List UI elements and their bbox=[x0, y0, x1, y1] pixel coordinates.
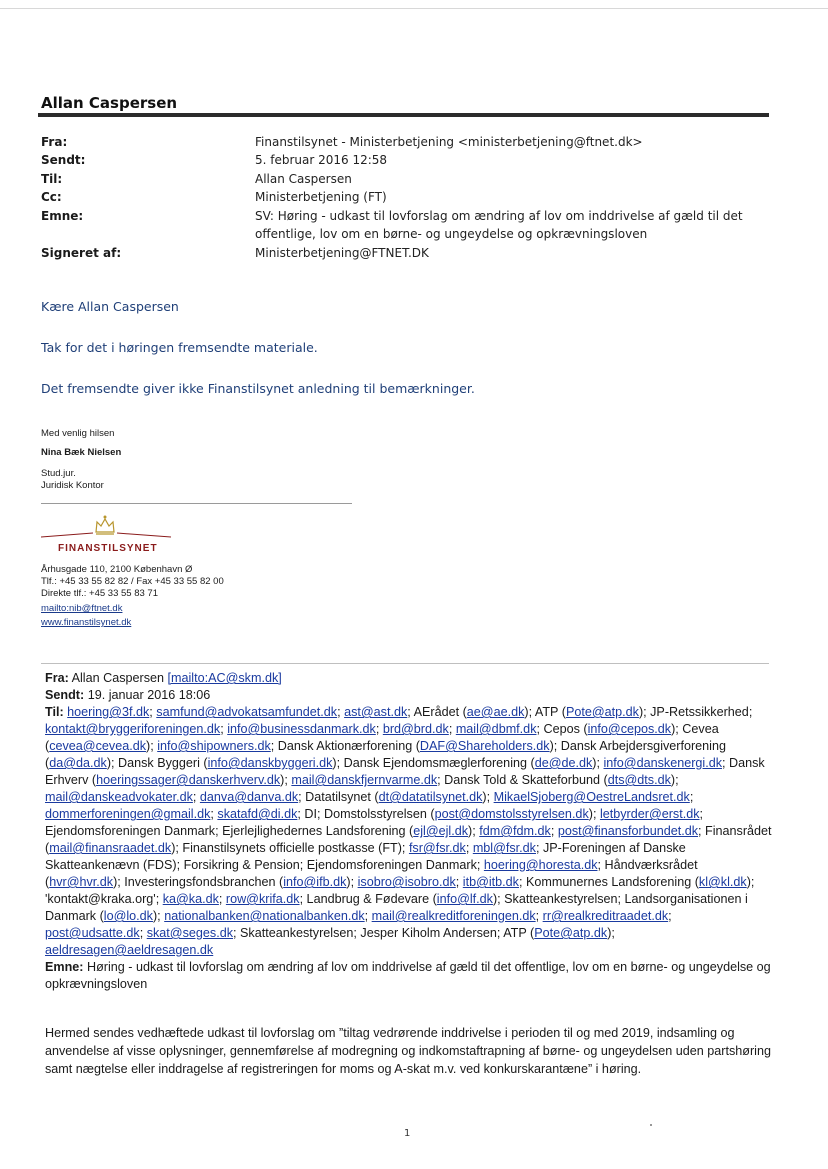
forwarded-from-name: Allan Caspersen bbox=[71, 671, 165, 685]
recipient-email-link[interactable]: lo@lo.dk bbox=[103, 909, 153, 923]
header-value: Finanstilsynet - Ministerbetjening <ministerbetjening@ftnet.dk> bbox=[255, 135, 643, 149]
recipient-email-link[interactable]: samfund@advokatsamfundet.dk bbox=[156, 705, 338, 719]
recipient-email-link[interactable]: mail@danskfjernvarme.dk bbox=[291, 773, 438, 787]
recipient-email-link[interactable]: cevea@cevea.dk bbox=[49, 739, 146, 753]
recipient-email-link[interactable]: kl@kl.dk bbox=[698, 875, 747, 889]
recipient-email-link[interactable]: hoering@3f.dk bbox=[67, 705, 150, 719]
recipient-email-link[interactable]: ka@ka.dk bbox=[162, 892, 219, 906]
recipient-email-link[interactable]: fsr@fsr.dk bbox=[408, 841, 466, 855]
scan-speck bbox=[650, 1124, 652, 1126]
recipient-email-link[interactable]: mail@danskeadvokater.dk bbox=[45, 790, 193, 804]
signature-title-2: Juridisk Kontor bbox=[41, 480, 104, 491]
header-value: Ministerbetjening (FT) bbox=[255, 190, 387, 204]
forwarded-from-label: Fra: bbox=[45, 671, 69, 685]
phone: Tlf.: +45 33 55 82 82 / Fax +45 33 55 82 00 bbox=[41, 576, 224, 587]
recipient-email-link[interactable]: info@shipowners.dk bbox=[157, 739, 271, 753]
forwarded-sent bbox=[45, 687, 773, 704]
recipient-email-link[interactable]: fdm@fdm.dk bbox=[479, 824, 551, 838]
recipient-email-link[interactable]: danva@danva.dk bbox=[199, 790, 299, 804]
signature-closing: Med venlig hilsen bbox=[41, 428, 115, 439]
recipient-email-link[interactable]: de@de.dk bbox=[534, 756, 593, 770]
recipient-email-link[interactable]: info@lf.dk bbox=[436, 892, 493, 906]
message-line-1: Tak for det i høringen fremsendte materiale. bbox=[41, 340, 318, 355]
header-value: Ministerbetjening@FTNET.DK bbox=[255, 246, 429, 260]
recipient-email-link[interactable]: itb@itb.dk bbox=[462, 875, 519, 889]
signature-title-1: Stud.jur. bbox=[41, 468, 76, 479]
recipient-email-link[interactable]: da@da.dk bbox=[49, 756, 107, 770]
forward-divider bbox=[41, 663, 769, 664]
recipient-email-link[interactable]: ast@ast.dk bbox=[344, 705, 408, 719]
message-line-2: Det fremsendte giver ikke Finanstilsynet anledning til bemærkninger. bbox=[41, 381, 475, 396]
recipient-email-link[interactable]: mail@dbmf.dk bbox=[455, 722, 537, 736]
forwarded-subject-value: Høring - udkast til lovforslag om ændring af lov om inddrivelse af gæld til det offentlige, lov om en børne- og ungeydelse og opkrævningsloven bbox=[45, 960, 771, 991]
forwarded-from-link[interactable]: [mailto:AC@skm.dk] bbox=[167, 671, 282, 685]
page-number: 1 bbox=[404, 1128, 411, 1139]
recipient-email-link[interactable]: kontakt@bryggeriforeningen.dk bbox=[45, 722, 221, 736]
recipient-email-link[interactable]: skat@seges.dk bbox=[146, 926, 233, 940]
recipient-email-link[interactable]: skatafd@di.dk bbox=[217, 807, 298, 821]
signature-rule bbox=[41, 503, 352, 504]
recipient-email-link[interactable]: Pote@atp.dk bbox=[565, 705, 639, 719]
mailto-link[interactable]: mailto:nib@ftnet.dk bbox=[41, 603, 123, 614]
forwarded-header bbox=[45, 670, 773, 993]
recipient-email-link[interactable]: post@udsatte.dk bbox=[45, 926, 140, 940]
recipient-email-link[interactable]: MikaelSjoberg@OestreLandsret.dk bbox=[493, 790, 690, 804]
forwarded-sent-label: Sendt: bbox=[45, 688, 85, 702]
header-label: Fra: bbox=[41, 135, 68, 149]
recipient-email-link[interactable]: Pote@atp.dk bbox=[534, 926, 608, 940]
header-label: Cc: bbox=[41, 190, 62, 204]
page-top-edge bbox=[0, 8, 828, 9]
recipient-email-link[interactable]: isobro@isobro.dk bbox=[357, 875, 456, 889]
recipient-email-link[interactable]: dommerforeningen@gmail.dk bbox=[45, 807, 211, 821]
forwarded-subject bbox=[45, 959, 773, 993]
recipient-email-link[interactable]: row@krifa.dk bbox=[225, 892, 300, 906]
recipient-email-link[interactable]: mail@realkreditforeningen.dk bbox=[371, 909, 536, 923]
forwarded-sent-value: 19. januar 2016 18:06 bbox=[87, 688, 211, 702]
website-link[interactable]: www.finanstilsynet.dk bbox=[41, 617, 132, 628]
forwarded-to-label: Til: bbox=[45, 705, 64, 719]
direct-phone: Direkte tlf.: +45 33 55 83 71 bbox=[41, 588, 158, 599]
recipient-email-link[interactable]: aeldresagen@aeldresagen.dk bbox=[45, 943, 214, 957]
forwarded-from bbox=[45, 670, 773, 687]
recipient-email-link[interactable]: dts@dts.dk bbox=[607, 773, 671, 787]
forwarded-body: Hermed sendes vedhæftede udkast til lovforslag om ”tiltag vedrørende inddrivelse i perioden til og med 2019, indsamling og anvendelse af visse oplysninger, gennemførelse af modregning og indkomstaftrapning af børne- og ungeydelsen uden partshøring samt nægtelse eller inddragelse af registreringen for moms og A-skat m.v. ved konkurskarantæne” i høring. bbox=[45, 1026, 771, 1076]
header-value: SV: Høring - udkast til lovforslag om ændring af lov om inddrivelse af gæld til det offentlige, lov om en børne- og ungeydelse og opkrævningsloven bbox=[255, 209, 743, 241]
greeting: Kære Allan Caspersen bbox=[41, 299, 179, 314]
forwarded-to-list[interactable]: hoering@3f.dk; samfund@advokatsamfundet.dk; ast@ast.dk; AErådet (ae@ae.dk); ATP (Pote@atp.dk); JP-Retssikkerhed; kontakt@bryggeriforeningen.dk; info@businessdanmark.dk; brd@brd.dk; mail@dbmf.dk; Cepos (info@cepos.dk); Cevea (cevea@cevea.dk); info@shipowners.dk; Dansk Aktionærforening (DAF@Shareholders.dk); Dansk Arbejdersgiverforening (da@da.dk); Dansk Byggeri (info@danskbyggeri.dk); Dansk Ejendomsmæglerforening (de@de.dk); info@danskenergi.dk; Dansk Erhverv (hoeringssager@danskerhverv.dk); mail@danskfjernvarme.dk; Dansk Told & Skatteforbund (dts@dts.dk); mail@danskeadvokater.dk; danva@danva.dk; Datatilsynet (dt@datatilsynet.dk); MikaelSjoberg@OestreLandsret.dk; dommerforeningen@gmail.dk; skatafd@di.dk; DI; Domstolsstyrelsen (post@domstolsstyrelsen.dk); letbyrder@erst.dk; Ejendomsforeningen Danmark; Ejerlejlighedernes Landsforening (ejl@ejl.dk); fdm@fdm.dk; post@finansforbundet.dk; Finansrådet (mail@finansraadet.dk); Finanstilsynets officielle postkasse (FT); fsr@fsr.dk; mbl@fsr.dk; JP-Foreningen af Danske Skatteankenævn (FDS); Forsikring & Pension; Ejendomsforeningen Danmark; hoering@horesta.dk; Håndværksrådet (hvr@hvr.dk); Investeringsfondsbranchen (info@ifb.dk); isobro@isobro.dk; itb@itb.dk; Kommunernes Landsforening (kl@kl.dk); 'kontakt@kraka.org'; ka@ka.dk; row@krifa.dk; Landbrug & Fødevare (info@lf.dk); Skatteankestyrelsen; Landsorganisationen i Danmark (lo@lo.dk); nationalbanken@nationalbanken.dk; mail@realkreditforeningen.dk; rr@realkreditraadet.dk; post@udsatte.dk; skat@seges.dk; Skatteankestyrelsen; Jesper Kiholm Andersen; ATP (Pote@atp.dk); aeldresagen@aeldresagen.dk bbox=[45, 705, 772, 957]
recipient-email-link[interactable]: hoering@horesta.dk bbox=[483, 858, 598, 872]
recipient-email-link[interactable]: dt@datatilsynet.dk bbox=[378, 790, 483, 804]
recipient-email-link[interactable]: info@danskbyggeri.dk bbox=[207, 756, 333, 770]
header-value: 5. februar 2016 12:58 bbox=[255, 153, 388, 167]
recipient-email-link[interactable]: info@cepos.dk bbox=[587, 722, 672, 736]
header-label: Emne: bbox=[41, 209, 84, 223]
header-label: Signeret af: bbox=[41, 246, 122, 260]
header-value: Allan Caspersen bbox=[255, 172, 352, 186]
recipient-email-link[interactable]: post@finansforbundet.dk bbox=[557, 824, 699, 838]
brand-name: FINANSTILSYNET bbox=[58, 543, 158, 554]
recipient-email-link[interactable]: nationalbanken@nationalbanken.dk bbox=[164, 909, 365, 923]
recipient-email-link[interactable]: brd@brd.dk bbox=[382, 722, 449, 736]
header-label: Sendt: bbox=[41, 153, 86, 167]
recipient-email-link[interactable]: rr@realkreditraadet.dk bbox=[542, 909, 669, 923]
recipient-email-link[interactable]: hvr@hvr.dk bbox=[49, 875, 114, 889]
recipient-email-link[interactable]: post@domstolsstyrelsen.dk bbox=[434, 807, 589, 821]
recipient-email-link[interactable]: mbl@fsr.dk bbox=[472, 841, 536, 855]
recipient-email-link[interactable]: info@danskenergi.dk bbox=[603, 756, 723, 770]
recipient-email-link[interactable]: DAF@Shareholders.dk bbox=[419, 739, 550, 753]
address: Århusgade 110, 2100 København Ø bbox=[41, 564, 193, 575]
recipient-name: Allan Caspersen bbox=[41, 94, 178, 112]
signature-name: Nina Bæk Nielsen bbox=[41, 447, 122, 458]
recipient-email-link[interactable]: ae@ae.dk bbox=[466, 705, 525, 719]
forwarded-to bbox=[45, 704, 773, 959]
header-rule bbox=[38, 113, 769, 117]
recipient-email-link[interactable]: info@businessdanmark.dk bbox=[227, 722, 376, 736]
header-label: Til: bbox=[41, 172, 63, 186]
recipient-email-link[interactable]: mail@finansraadet.dk bbox=[49, 841, 172, 855]
recipient-email-link[interactable]: hoeringssager@danskerhverv.dk bbox=[96, 773, 281, 787]
recipient-email-link[interactable]: ejl@ejl.dk bbox=[413, 824, 469, 838]
forwarded-subject-label: Emne: bbox=[45, 960, 84, 974]
recipient-email-link[interactable]: info@ifb.dk bbox=[283, 875, 347, 889]
recipient-email-link[interactable]: letbyrder@erst.dk bbox=[599, 807, 700, 821]
